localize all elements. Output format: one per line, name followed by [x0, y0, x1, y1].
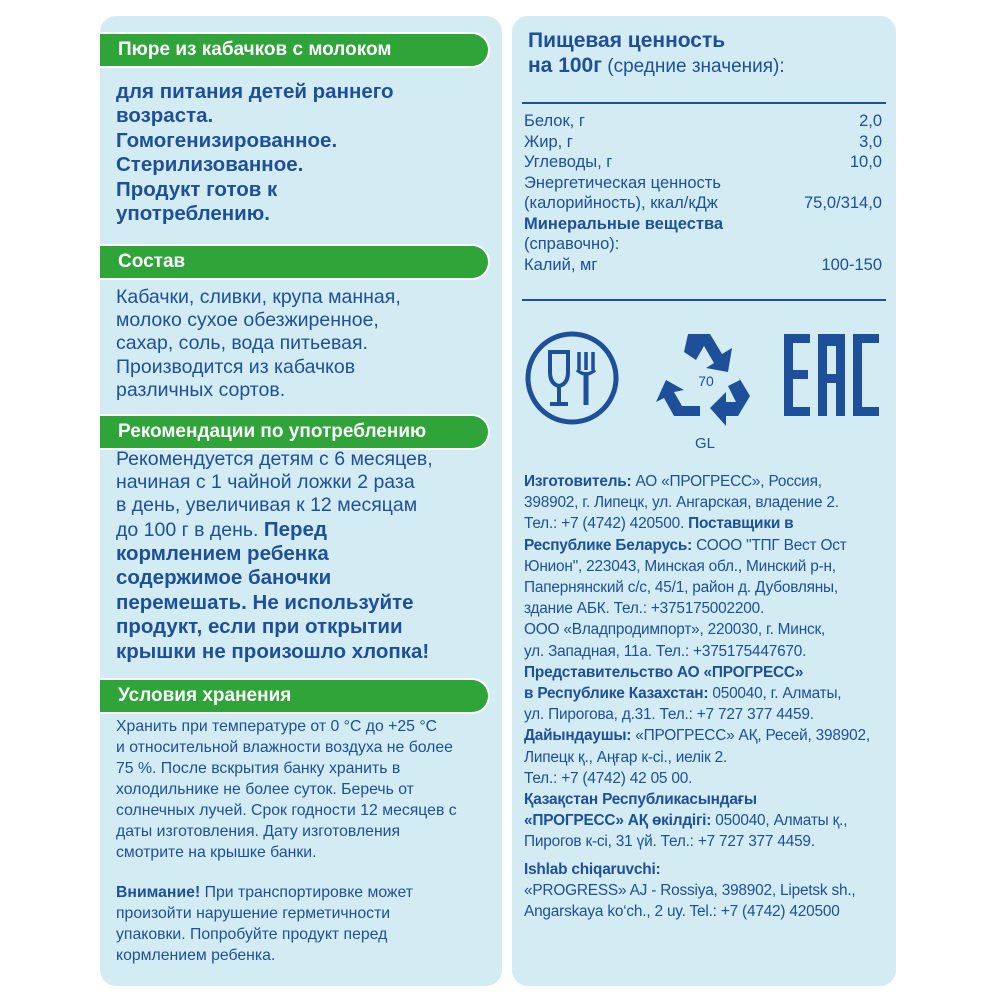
nutrient-value: 2,0 [859, 112, 882, 130]
storage-line: Хранить при температуре от 0 °С до +25 °С [116, 718, 438, 735]
eac-mark [782, 332, 882, 418]
manufacturer-label: Изготовитель: [524, 473, 632, 490]
food-contact-icon [522, 328, 622, 428]
storage-line: и относительной влажности воздуха не более [116, 739, 453, 756]
recommend-warning-line: продукт, если при открытии [116, 615, 403, 639]
warning-line: произойти нарушение герметичности [116, 905, 391, 922]
nutrient-value: 75,0/314,0 [804, 194, 882, 212]
recommend-dose: до 100 г в день. [116, 518, 264, 541]
nutrient-label: Энергетическая ценность [524, 173, 721, 192]
nutrition-average-note: (средние значения): [601, 56, 785, 77]
nutrient-value: 3,0 [859, 132, 882, 151]
storage-text [116, 716, 496, 863]
recommend-line: в день, увеличивая к 12 месяцам [116, 494, 418, 517]
uz-manufacturer-label: Ishlab chiqaruvchi: [524, 860, 661, 878]
kz-manufacturer-address: Липецк қ., Аңғар к-сі., иелік 2. [524, 748, 728, 766]
recycling-arrows [648, 320, 768, 430]
warning-line [116, 882, 496, 903]
warning-line: упаковки. Попробуйте продукт перед [116, 926, 388, 943]
minerals-heading [524, 214, 882, 235]
recommendations-warning [116, 542, 496, 664]
kz-manufacturer-phone: Тел.: +7 (4742) 42 05 00. [524, 769, 693, 787]
storage-header: Условия хранения [100, 678, 490, 714]
nutrition-row-fat [524, 132, 882, 153]
nutrition-bottom-divider [522, 299, 886, 301]
manufacturer-info [524, 471, 888, 922]
recycle-material: GL [694, 435, 715, 452]
nutrient-value: 100-150 [821, 255, 882, 274]
nutrition-row-protein [524, 111, 882, 132]
suppliers-label: Поставщики в [688, 515, 794, 533]
warning-line: кормлением ребенка. [116, 947, 276, 964]
storage-line: даты изготовления. Дату изготовления [116, 823, 401, 840]
product-name-header: Пюре из кабачков с молоком [100, 32, 490, 68]
manufacturer-name: АО «ПРОГРЕСС», Россия, [631, 473, 822, 490]
intro-line: Стерилизованное. [116, 153, 304, 177]
recommend-warning-line: содержимое баночки [116, 566, 332, 590]
supplier-name: СООО "ТПГ Вест Ост [692, 536, 847, 554]
kz-manufacturer-name: «ПРОГРЕСС» АҚ, Ресей, 398902, [631, 727, 870, 745]
composition-text [116, 286, 496, 402]
representative-label: Представительство АО «ПРОГРЕСС» [524, 663, 804, 681]
supplier-address: Юнион", 223043, Минская обл., Минский р-н, [524, 557, 836, 575]
manufacturer-address: 398902, г. Липецк, ул. Ангарская, владение 2. [524, 494, 839, 512]
recommend-warning-start: Перед [263, 517, 327, 541]
nutrition-row-carbs [524, 152, 882, 173]
nutrient-label: Жир, г [524, 132, 573, 151]
intro-line: Продукт готов к [116, 177, 278, 201]
kz-manufacturer-label: Дайындаушы: [524, 727, 632, 745]
composition-line: различных сортов. [116, 378, 286, 401]
supplier-address: Папернянский с/с, 45/1, район д. Дубовляны, [524, 579, 838, 597]
recommend-warning-line: перемешать. Не используйте [116, 590, 414, 614]
recommend-warning-line: крышки не произошло хлопка! [116, 639, 430, 663]
recommendations-text [116, 448, 496, 542]
left-info-panel [100, 16, 502, 986]
composition-line: Производится из кабачков [116, 355, 356, 378]
recommend-line [116, 518, 496, 542]
storage-line: холодильнике не более суток. Беречь от [116, 781, 414, 798]
nutrition-row-energy [524, 193, 882, 214]
nutrient-label: Углеводы, г [524, 153, 613, 171]
uz-manufacturer-address: Angarskaya ko‘ch., 2 uy. Tel.: +7 (4742) 420500 [524, 903, 840, 921]
intro-line: возраста. [116, 104, 214, 128]
intro-line: употреблению. [116, 202, 270, 226]
composition-line: молоко сухое обезжиренное, [116, 309, 379, 332]
nutrient-label: (калорийность), ккал/кДж [524, 194, 718, 212]
nutrition-per-100g: на 100г [528, 54, 602, 77]
nutrition-title-line [528, 53, 785, 79]
composition-line: сахар, соль, вода питьевая. [116, 332, 368, 355]
kz-representative-address: Пирогов к-сі, 31 үй. Тел.: +7 727 377 4459. [524, 833, 815, 851]
storage-line: смотрите на крышке банки. [116, 844, 317, 861]
recommendations-header: Рекомендации по употреблению [100, 414, 490, 450]
representative-address: ул. Пирогова, д.31. Тел.: +7 727 377 4459. [524, 706, 814, 724]
minerals-label: Минеральные вещества [524, 214, 724, 233]
uz-manufacturer-name: «PROGRESS» AJ - Rossiya, 398902, Lipetsk sh., [524, 881, 856, 899]
kz-representative-name: «ПРОГРЕСС» АҚ өкілдігі: [524, 812, 712, 830]
kz-representative-label: Қазақстан Республикасындағы [524, 791, 757, 809]
supplier2-address: ул. Западная, 11а. Тел.: +375175447670. [524, 642, 807, 660]
nutrition-table [524, 111, 882, 275]
manufacturer-phone: Тел.: +7 (4742) 420500. [524, 515, 689, 533]
warning-label: Внимание! [116, 884, 201, 901]
representative-city: 050040, г. Алматы, [708, 685, 842, 703]
storage-line: 75 %. После вскрытия банку хранить в [116, 760, 401, 777]
warning-first-line: При транспортировке может [200, 884, 413, 901]
nutrition-row-energy-label [524, 173, 882, 194]
recommend-warning-line: кормлением ребенка [116, 542, 329, 565]
recommend-line: Рекомендуется детям с 6 месяцев, [116, 448, 433, 470]
supplier-phone: здание АБК. Тел.: +375175002200. [524, 600, 765, 618]
minerals-note: (справочно): [524, 235, 620, 253]
recommend-line: начиная с 1 чайной ложки 2 раза [116, 471, 415, 494]
supplier2-name: ООО «Владпродимпорт», 220030, г. Минск, [524, 621, 826, 639]
nutrient-label: Калий, мг [524, 255, 598, 274]
intro-line: для питания детей раннего [116, 80, 394, 103]
recycling-glass-icon [648, 320, 768, 450]
warning-text [116, 882, 496, 966]
kz-representative-city: 050040, Алматы қ., [711, 812, 848, 830]
composition-header: Состав [100, 244, 490, 280]
storage-line: солнечных лучей. Срок годности 12 месяцев с [116, 802, 457, 819]
nutrition-title [528, 28, 785, 79]
right-info-panel [512, 16, 896, 986]
product-description [116, 80, 496, 226]
representative-country: в Республике Казахстан: [524, 685, 709, 703]
nutrient-value: 10,0 [849, 153, 882, 171]
suppliers-label-country: Республике Беларусь: [524, 536, 693, 554]
composition-line: Кабачки, сливки, крупа манная, [116, 286, 401, 308]
recycle-code: 70 [698, 373, 714, 389]
intro-line: Гомогенизированное. [116, 128, 338, 152]
nutrition-row-potassium [524, 255, 882, 276]
nutrition-divider [522, 102, 886, 104]
nutrition-title-line: Пищевая ценность [528, 29, 726, 52]
minerals-note-row [524, 234, 882, 255]
nutrient-label: Белок, г [524, 112, 585, 130]
